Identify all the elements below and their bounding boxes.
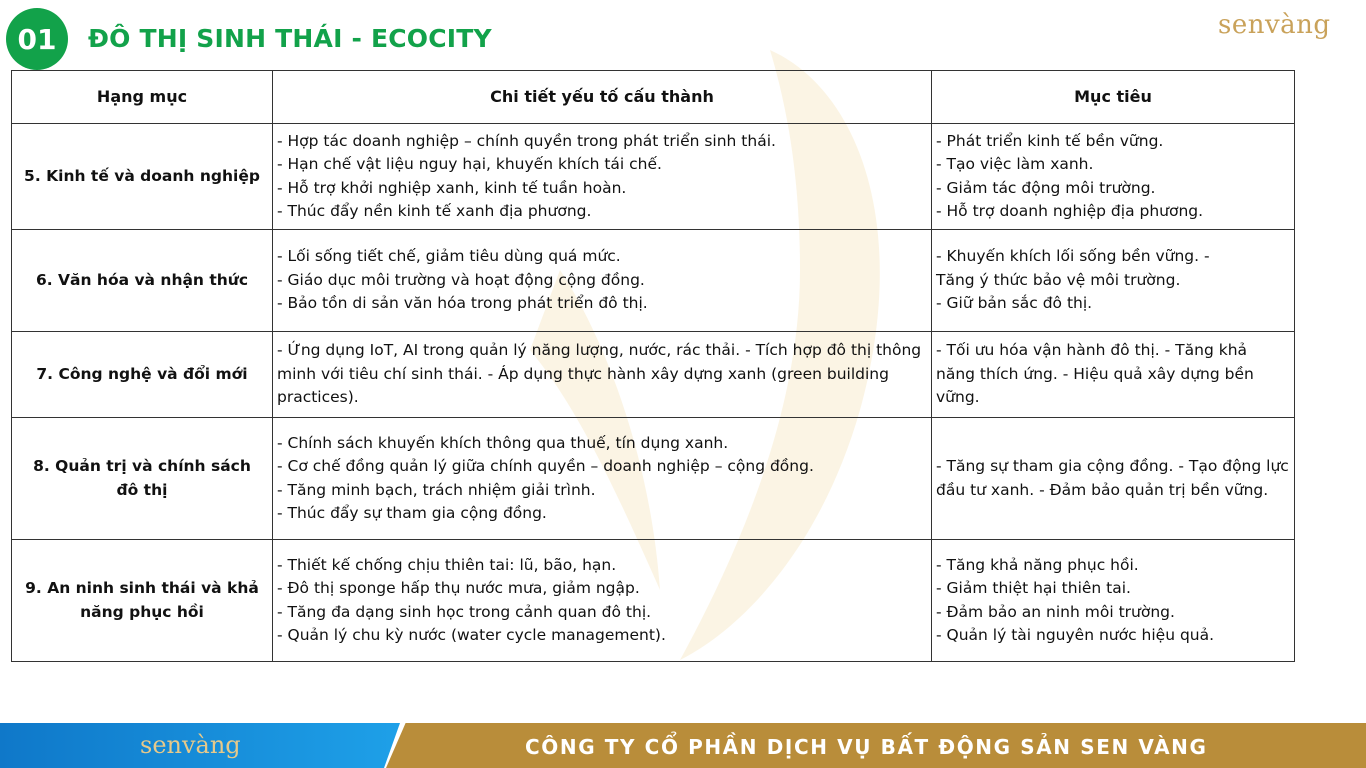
ecocity-table [11,70,1295,662]
detail-line: - Chính sách khuyến khích thông qua thuế, tín dụng xanh. [277,433,729,452]
detail-line: - Bảo tồn di sản văn hóa trong phát triển đô thị. [277,294,648,313]
footer-brand-logo: senvàng [140,731,241,759]
row-details [273,540,932,662]
detail-line: - Quản lý chu kỳ nước (water cycle management). [277,626,666,644]
goal-line: - Hỗ trợ doanh nghiệp địa phương. [936,202,1204,220]
detail-line: - Tăng minh bạch, trách nhiệm giải trình. [277,480,596,499]
goal-paragraph: - Tối ưu hóa vận hành đô thị. - Tăng khả năng thích ứng. - Hiệu quả xây dựng bền vững. [936,341,1254,407]
goal-line: - Đảm bảo an ninh môi trường. [936,602,1175,621]
goal-line: - Tăng khả năng phục hồi. [936,555,1139,574]
row-category: 6. Văn hóa và nhận thức [12,230,273,332]
detail-line: - Hỗ trợ khởi nghiệp xanh, kinh tế tuần hoàn. [277,178,627,197]
section-number-badge [6,8,68,70]
detail-line: - Thúc đẩy nền kinh tế xanh địa phương. [277,202,592,220]
row-category: 9. An ninh sinh thái và khả năng phục hồi [12,540,273,662]
detail-line: - Thúc đẩy sự tham gia cộng đồng. [277,504,547,522]
goal-line: - Khuyến khích lối sống bền vững. - [936,247,1210,266]
goal-paragraph: - Tăng sự tham gia cộng đồng. - Tạo động lực đầu tư xanh. - Đảm bảo quản trị bền vững. [936,457,1289,499]
column-header-category: Hạng mục [12,71,273,124]
row-goals [932,418,1295,540]
goal-line: - Quản lý tài nguyên nước hiệu quả. [936,626,1215,644]
detail-line: - Hạn chế vật liệu nguy hại, khuyến khích tái chế. [277,155,662,173]
detail-line: - Giáo dục môi trường và hoạt động cộng đồng. [277,270,645,289]
goal-line: - Phát triển kinh tế bền vững. [936,131,1164,150]
footer-company-name: CÔNG TY CỔ PHẦN DỊCH VỤ BẤT ĐỘNG SẢN SEN VÀNG [525,735,1208,759]
table-row [12,540,1295,662]
brand-logo: senvàng [1218,10,1331,40]
table-row [12,332,1295,418]
detail-line: - Thiết kế chống chịu thiên tai: lũ, bão, hạn. [277,555,617,574]
row-goals [932,124,1295,230]
page-title: ĐÔ THỊ SINH THÁI - ECOCITY [88,24,492,53]
detail-line: - Lối sống tiết chế, giảm tiêu dùng quá mức. [277,247,621,266]
table-row [12,230,1295,332]
row-details [273,230,932,332]
detail-line: - Cơ chế đồng quản lý giữa chính quyền – doanh nghiệp – cộng đồng. [277,457,814,475]
goal-line: - Tạo việc làm xanh. [936,155,1094,173]
detail-line: - Tăng đa dạng sinh học trong cảnh quan đô thị. [277,602,652,621]
row-category: 8. Quản trị và chính sách đô thị [12,418,273,540]
table-row [12,124,1295,230]
goal-line: Tăng ý thức bảo vệ môi trường. [936,270,1181,289]
table-row [12,418,1295,540]
column-header-goals: Mục tiêu [932,71,1295,124]
detail-line: - Đô thị sponge hấp thụ nước mưa, giảm ngập. [277,579,640,597]
row-details [273,124,932,230]
goal-line: - Giảm thiệt hại thiên tai. [936,579,1131,597]
row-goals [932,230,1295,332]
detail-paragraph: - Ứng dụng IoT, AI trong quản lý năng lượng, nước, rác thải. - Tích hợp đô thị thông minh với tiêu chí sinh thái. - Áp dụng thực hành xây dựng xanh (green building practices). [277,341,922,407]
column-header-details: Chi tiết yếu tố cấu thành [273,71,932,124]
row-goals [932,332,1295,418]
row-details [273,418,932,540]
detail-line: - Hợp tác doanh nghiệp – chính quyền trong phát triển sinh thái. [277,131,776,150]
table-header-row [12,71,1295,124]
row-details [273,332,932,418]
goal-line: - Giữ bản sắc đô thị. [936,294,1093,313]
section-number: 01 [17,22,57,56]
goal-line: - Giảm tác động môi trường. [936,178,1156,197]
row-category: 5. Kinh tế và doanh nghiệp [12,124,273,230]
row-category: 7. Công nghệ và đổi mới [12,332,273,418]
row-goals [932,540,1295,662]
